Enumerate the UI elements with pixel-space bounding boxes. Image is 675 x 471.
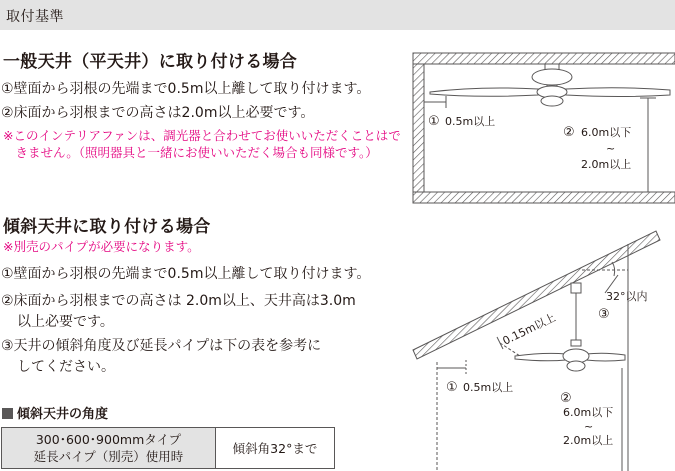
flat-label-1-text: 0.5m以上 [445, 115, 496, 128]
slope-rule-2-cont: 以上必要です。 [17, 314, 114, 330]
slope-pipe-text: 0.15m以上 [500, 310, 558, 348]
flat-rule-1: ①壁面から羽根の先端まで0.5m以上離して取り付けます。 [1, 81, 371, 97]
flat-label-1: ① [428, 114, 440, 129]
slope-label-2: ② [560, 391, 572, 406]
slope-rule-1: ①壁面から羽根の先端まで0.5m以上離して取り付けます。 [1, 266, 371, 282]
flat-label-2-text-b: 2.0m以上 [581, 158, 632, 171]
slope-angle-text: 32°以内 [606, 290, 648, 303]
row-header-line-1: 300･600･900mmタイプ [35, 432, 182, 447]
slope-rule-3-cont: してください。 [17, 359, 115, 375]
header-title: 取付基準 [6, 9, 64, 25]
angle-table-heading-text: 傾斜天井の角度 [17, 407, 109, 422]
flat-label-2-text: 6.0m以下 [581, 126, 632, 139]
flat-label-2-tilde: ~ [606, 142, 616, 155]
slope-rule-2: ②床面から羽根までの高さは 2.0m以上、天井高は3.0m [1, 293, 356, 309]
slope-label-1: ① [446, 380, 458, 395]
slope-label-2-tilde: ~ [584, 420, 594, 433]
flat-rule-2: ②床面から羽根までの高さは2.0m以上必要です。 [1, 105, 315, 121]
slope-angle-arc [612, 262, 615, 276]
slope-label-3: ③ [598, 307, 610, 322]
slope-label-2-text: 6.0m以下 [563, 406, 614, 419]
angle-table-value: 傾斜角32°まで [216, 428, 335, 469]
flat-dimmer-note: ※このインテリアファンは、調光器と合わせてお使いいただくことはできません。（照明器具と一緒にお使いいただく場合も同様です。） [3, 128, 401, 160]
row-header-line-2: 延長パイプ（別売）使用時 [33, 449, 184, 464]
flat-label-2: ② [563, 125, 575, 140]
slope-rule-3: ③天井の傾斜角度及び延長パイプは下の表を参考に [1, 338, 322, 354]
slope-label-1-text: 0.5m以上 [463, 381, 514, 394]
flat-ceiling-title: 一般天井（平天井）に取り付ける場合 [3, 52, 298, 72]
slope-ceiling-title: 傾斜天井に取り付ける場合 [3, 217, 211, 237]
slope-label-2-text-b: 2.0m以上 [563, 434, 614, 447]
slope-pipe-note: ※別売のパイプが必要になります。 [3, 239, 200, 254]
